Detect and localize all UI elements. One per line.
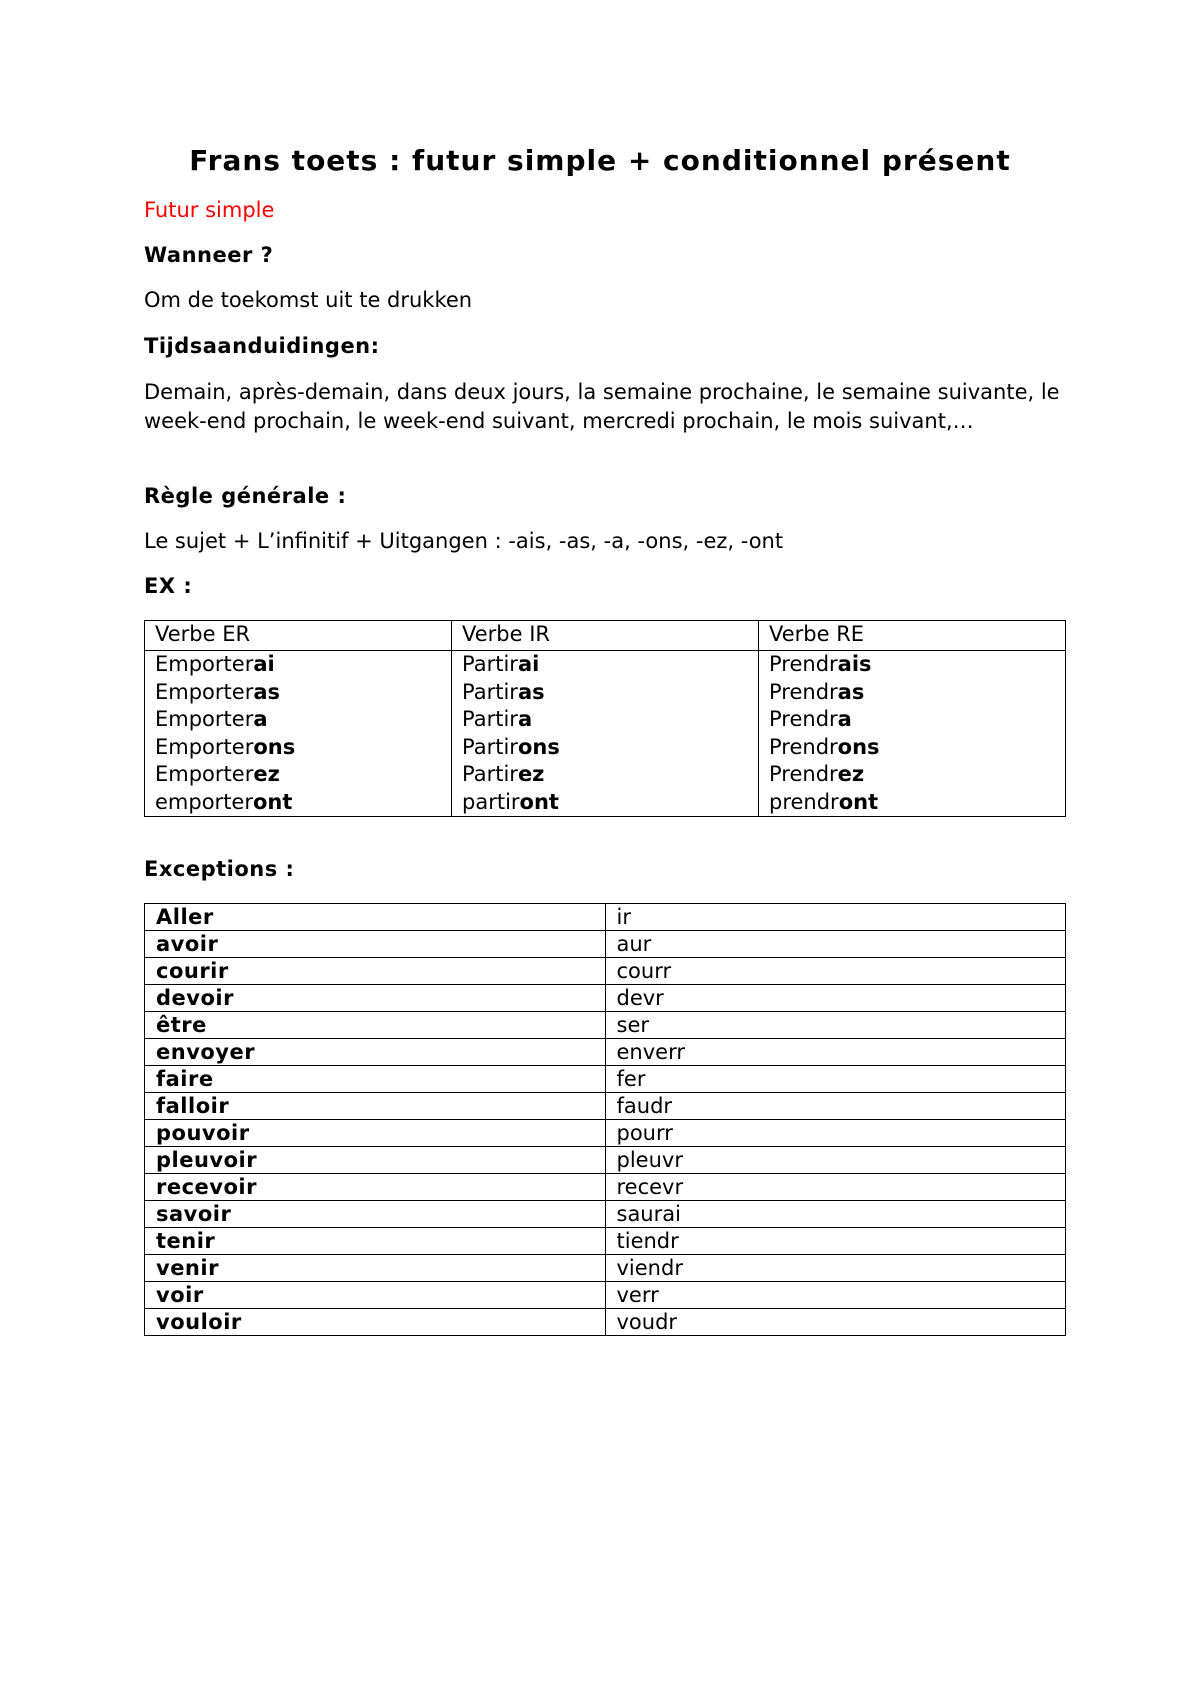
conjugation-form: Prendras: [769, 679, 865, 704]
table-row: [145, 1039, 1066, 1066]
exception-stem: courr: [605, 958, 1066, 985]
exception-stem: saurai: [605, 1201, 1066, 1228]
column-verbe-er: [145, 651, 452, 817]
table-row: [145, 958, 1066, 985]
table-row: [145, 1174, 1066, 1201]
column-verbe-ir: [452, 651, 759, 817]
table-row: [145, 1120, 1066, 1147]
table-row: [145, 1228, 1066, 1255]
conjugation-form: Prendrons: [769, 734, 880, 759]
exception-stem: enverr: [605, 1039, 1066, 1066]
table-row: [145, 1309, 1066, 1336]
when-text: Om de toekomst uit te drukken: [144, 288, 473, 312]
section-label: Futur simple: [144, 198, 275, 222]
conjugation-table: [144, 620, 1066, 817]
rule-text: Le sujet + L’infinitif + Uitgangen : -ais, -as, -a, -ons, -ez, -ont: [144, 529, 784, 553]
time-markers-heading: Tijdsaanduidingen:: [144, 334, 380, 358]
page-title: Frans toets : futur simple + conditionnel présent: [189, 144, 1011, 177]
exception-verb: pleuvoir: [145, 1147, 606, 1174]
exception-verb: savoir: [145, 1201, 606, 1228]
conjugation-forms-row: [145, 651, 1066, 817]
exception-verb: courir: [145, 958, 606, 985]
header-verbe-ir: Verbe IR: [452, 621, 759, 651]
conjugation-form: Emporterez: [155, 762, 280, 786]
conjugation-form: Partira: [462, 707, 533, 731]
conjugation-form: Emporterons: [155, 734, 296, 759]
exception-stem: aur: [605, 931, 1066, 958]
exception-verb: voir: [145, 1282, 606, 1309]
exceptions-table: [144, 903, 1066, 1336]
table-row: [145, 1012, 1066, 1039]
exception-stem: ir: [605, 904, 1066, 931]
conjugation-form: Emporterai: [155, 652, 275, 676]
conjugation-form: prendront: [769, 789, 879, 814]
exception-stem: pourr: [605, 1120, 1066, 1147]
exception-stem: faudr: [605, 1093, 1066, 1120]
table-row: [145, 1282, 1066, 1309]
header-verbe-re: Verbe RE: [759, 621, 1066, 651]
table-row: [145, 904, 1066, 931]
exception-stem: tiendr: [605, 1228, 1066, 1255]
exception-verb: faire: [145, 1066, 606, 1093]
exception-verb: venir: [145, 1255, 606, 1282]
table-row: [145, 931, 1066, 958]
time-markers-text: Demain, après-demain, dans deux jours, la semaine prochaine, le semaine suivante, le week-end prochain, le week-end suivant, mercredi prochain, le mois suivant,…: [144, 380, 1060, 433]
table-row: [145, 1147, 1066, 1174]
conjugation-form: Partirai: [462, 652, 540, 676]
exception-stem: voudr: [605, 1309, 1066, 1336]
exception-verb: falloir: [145, 1093, 606, 1120]
exception-verb: être: [145, 1012, 606, 1039]
exception-verb: avoir: [145, 931, 606, 958]
conjugation-form: Emportera: [155, 707, 268, 731]
conjugation-form: Partiras: [462, 679, 545, 704]
conjugation-form: partiront: [462, 789, 559, 814]
rule-heading: Règle générale :: [144, 484, 347, 508]
conjugation-form: emporteront: [155, 789, 293, 814]
conjugation-form: Partirez: [462, 762, 545, 786]
exception-verb: pouvoir: [145, 1120, 606, 1147]
table-row: [145, 985, 1066, 1012]
conjugation-form: Emporteras: [155, 679, 280, 704]
exception-verb: devoir: [145, 985, 606, 1012]
conjugation-form: Partirons: [462, 734, 560, 759]
conjugation-form: Prendrais: [769, 652, 872, 676]
exception-verb: recevoir: [145, 1174, 606, 1201]
column-verbe-re: [759, 651, 1066, 817]
exception-verb: envoyer: [145, 1039, 606, 1066]
exception-verb: tenir: [145, 1228, 606, 1255]
exception-stem: pleuvr: [605, 1147, 1066, 1174]
conjugation-form: Prendrez: [769, 762, 865, 786]
exception-stem: ser: [605, 1012, 1066, 1039]
conjugation-form: Prendra: [769, 707, 852, 731]
exception-stem: devr: [605, 985, 1066, 1012]
exception-verb: Aller: [145, 904, 606, 931]
exception-stem: recevr: [605, 1174, 1066, 1201]
exceptions-heading: Exceptions :: [144, 857, 295, 881]
exception-stem: verr: [605, 1282, 1066, 1309]
table-row: [145, 1093, 1066, 1120]
exception-stem: fer: [605, 1066, 1066, 1093]
header-verbe-er: Verbe ER: [145, 621, 452, 651]
conjugation-header-row: [145, 621, 1066, 651]
when-heading: Wanneer ?: [144, 243, 274, 267]
table-row: [145, 1066, 1066, 1093]
example-label: EX :: [144, 574, 193, 598]
table-row: [145, 1255, 1066, 1282]
exception-verb: vouloir: [145, 1309, 606, 1336]
table-row: [145, 1201, 1066, 1228]
exception-stem: viendr: [605, 1255, 1066, 1282]
